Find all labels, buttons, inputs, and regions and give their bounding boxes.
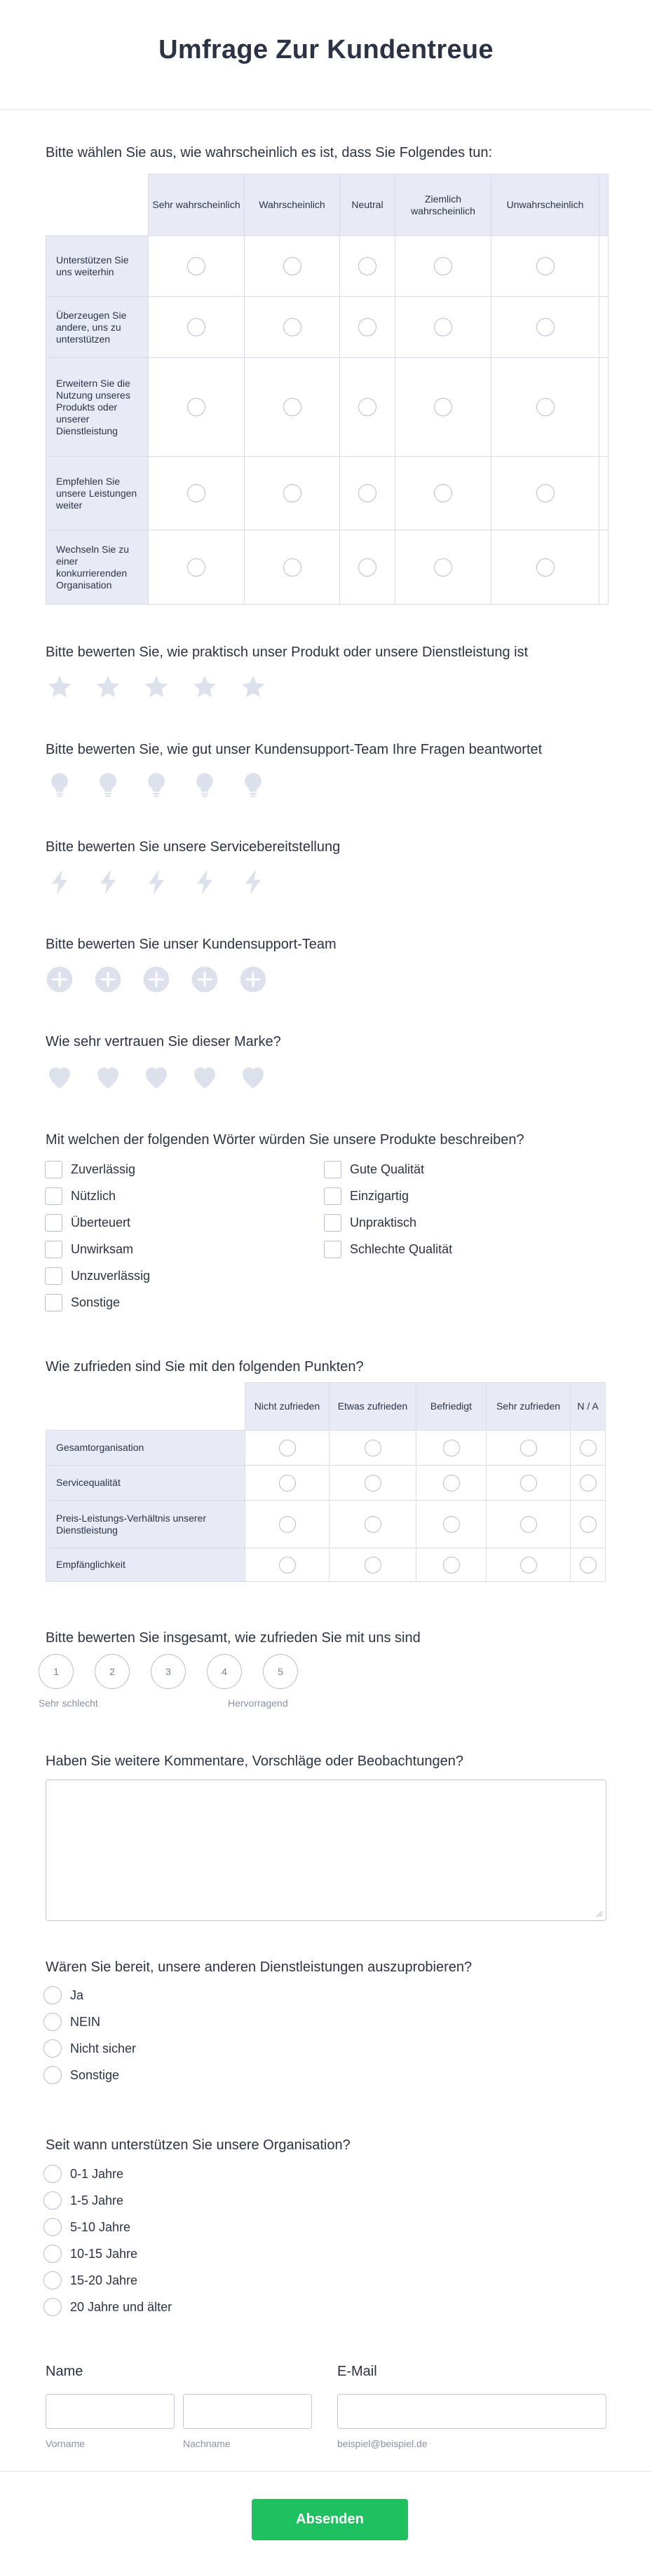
q5-label: Bitte bewerten Sie unser Kundensupport-Team — [46, 937, 337, 952]
matrix-radio[interactable] — [536, 318, 555, 336]
checkbox-option[interactable]: Einzigartig — [324, 1183, 452, 1209]
q10-label: Haben Sie weitere Kommentare, Vorschläge oder Beobachtungen? — [46, 1754, 463, 1769]
matrix-radio[interactable] — [283, 558, 301, 577]
q5-plus-rating — [43, 963, 285, 996]
q8-row-label: Preis-Leistungs-Verhältnis unserer Dienstleistung — [46, 1501, 245, 1548]
lightning-icon[interactable] — [92, 866, 124, 898]
matrix-radio[interactable] — [283, 318, 301, 336]
q1-row — [46, 457, 609, 530]
last-name-sublabel: Nachname — [183, 2438, 231, 2449]
q1-row-label: Wechseln Sie zu einer konkurrierenden Organisation — [46, 530, 149, 605]
checkbox-option[interactable]: Gute Qualität — [324, 1156, 452, 1183]
matrix-radio[interactable] — [443, 1475, 460, 1492]
q3-label: Bitte bewerten Sie, wie gut unser Kundensupport-Team Ihre Fragen beantwortet — [46, 742, 543, 757]
q1-col-header: Unwahrscheinlich — [491, 174, 599, 236]
scale-option[interactable]: 3 — [151, 1654, 186, 1689]
checkbox-option[interactable]: Unwirksam — [45, 1236, 150, 1262]
q6-heart-rating — [43, 1061, 285, 1093]
q7-label: Mit welchen der folgenden Wörter würden Sie unsere Produkte beschreiben? — [46, 1132, 524, 1148]
matrix-radio[interactable] — [434, 398, 452, 416]
q7-checkbox-col-left — [45, 1156, 150, 1316]
q1-col-header: Ziemlich wahrscheinlich — [395, 174, 491, 236]
q6-label: Wie sehr vertrauen Sie dieser Marke? — [46, 1034, 281, 1049]
q8-col-header: Befriedigt — [416, 1383, 487, 1431]
matrix-radio[interactable] — [580, 1516, 597, 1533]
matrix-radio[interactable] — [580, 1440, 597, 1456]
q1-row — [46, 297, 609, 358]
radio-button[interactable] — [43, 1986, 62, 2004]
radio-option[interactable]: 1-5 Jahre — [43, 2187, 172, 2214]
scale-option[interactable]: 4 — [207, 1654, 242, 1689]
matrix-radio[interactable] — [434, 484, 452, 502]
checkbox[interactable] — [45, 1294, 62, 1311]
q8-col-header: Nicht zufrieden — [245, 1383, 330, 1431]
q8-row-label: Gesamtorganisation — [46, 1431, 245, 1466]
radio-option[interactable]: 5-10 Jahre — [43, 2214, 172, 2240]
matrix-radio[interactable] — [283, 398, 301, 416]
lightbulb-icon[interactable] — [189, 769, 221, 801]
matrix-radio[interactable] — [536, 558, 555, 577]
q12-label: Seit wann unterstützen Sie unsere Organisation? — [46, 2137, 351, 2153]
plus-circle-icon[interactable] — [92, 963, 124, 996]
matrix-radio[interactable] — [536, 398, 555, 416]
q8-row-label: Servicequalität — [46, 1466, 245, 1501]
checkbox[interactable] — [45, 1187, 62, 1205]
lightbulb-icon[interactable] — [237, 769, 269, 801]
checkbox[interactable] — [324, 1241, 341, 1258]
matrix-radio[interactable] — [443, 1440, 460, 1456]
q1-col-header: Sehr wahrscheinlich — [149, 174, 245, 236]
q3-bulb-rating — [43, 769, 285, 801]
matrix-radio[interactable] — [358, 398, 376, 416]
heart-icon[interactable] — [189, 1061, 221, 1093]
q1-col-header: Neutral — [340, 174, 395, 236]
matrix-radio[interactable] — [536, 257, 555, 275]
q4-label: Bitte bewerten Sie unsere Servicebereitstellung — [46, 839, 341, 855]
q11-label: Wären Sie bereit, unsere anderen Dienstleistungen auszuprobieren? — [46, 1959, 473, 1975]
checkbox[interactable] — [45, 1161, 62, 1178]
q1-row-label: Empfehlen Sie unsere Leistungen weiter — [46, 457, 149, 530]
matrix-radio[interactable] — [580, 1475, 597, 1492]
resize-grip-icon[interactable] — [595, 1909, 603, 1917]
q8-col-header: N / A — [571, 1383, 606, 1431]
radio-option[interactable]: 10-15 Jahre — [43, 2240, 172, 2267]
lightbulb-icon[interactable] — [92, 769, 124, 801]
matrix-radio[interactable] — [434, 558, 452, 577]
q1-col-header-overflow — [599, 174, 609, 236]
matrix-radio[interactable] — [434, 257, 452, 275]
radio-option[interactable]: 15-20 Jahre — [43, 2267, 172, 2294]
first-name-input[interactable] — [46, 2394, 175, 2429]
checkbox[interactable] — [45, 1214, 62, 1232]
q1-label: Bitte wählen Sie aus, wie wahrscheinlich es ist, dass Sie Folgendes tun: — [46, 145, 493, 160]
star-icon[interactable] — [189, 671, 221, 703]
q12-radio-group — [43, 2161, 172, 2320]
matrix-radio[interactable] — [187, 318, 205, 336]
scale-option[interactable]: 5 — [263, 1654, 298, 1689]
matrix-radio[interactable] — [580, 1557, 597, 1573]
q8-label: Wie zufrieden sind Sie mit den folgenden Punkten? — [46, 1359, 364, 1375]
radio-button[interactable] — [43, 2165, 62, 2183]
matrix-radio[interactable] — [279, 1440, 296, 1456]
heart-icon[interactable] — [92, 1061, 124, 1093]
name-label: Name — [46, 2364, 83, 2379]
plus-circle-icon[interactable] — [237, 963, 269, 996]
heart-icon[interactable] — [140, 1061, 172, 1093]
star-icon[interactable] — [140, 671, 172, 703]
matrix-radio[interactable] — [187, 257, 205, 275]
radio-button[interactable] — [43, 2298, 62, 2316]
radio-button[interactable] — [43, 2013, 62, 2031]
checkbox-option[interactable]: Nützlich — [45, 1183, 150, 1209]
heart-icon[interactable] — [237, 1061, 269, 1093]
first-name-sublabel: Vorname — [46, 2438, 86, 2449]
checkbox-option[interactable]: Schlechte Qualität — [324, 1236, 452, 1262]
matrix-radio[interactable] — [358, 257, 376, 275]
matrix-radio[interactable] — [365, 1557, 381, 1573]
q9-label: Bitte bewerten Sie insgesamt, wie zufrieden Sie mit uns sind — [46, 1630, 421, 1646]
matrix-radio[interactable] — [536, 484, 555, 502]
matrix-radio[interactable] — [520, 1516, 537, 1533]
radio-option[interactable]: 0-1 Jahre — [43, 2161, 172, 2187]
radio-option[interactable]: Ja — [43, 1982, 136, 2009]
matrix-radio[interactable] — [283, 257, 301, 275]
matrix-radio[interactable] — [283, 484, 301, 502]
q8-col-header: Sehr zufrieden — [487, 1383, 571, 1431]
checkbox[interactable] — [324, 1214, 341, 1232]
star-icon[interactable] — [237, 671, 269, 703]
q2-star-rating — [43, 671, 285, 703]
star-icon[interactable] — [43, 671, 76, 703]
q1-row-label: Unterstützen Sie uns weiterhin — [46, 236, 149, 297]
q1-col-header: Wahrscheinlich — [245, 174, 340, 236]
q1-row-label: Erweitern Sie die Nutzung unseres Produkts oder unserer Dienstleistung — [46, 358, 149, 457]
radio-button[interactable] — [43, 2191, 62, 2210]
matrix-radio[interactable] — [279, 1516, 296, 1533]
matrix-radio[interactable] — [520, 1557, 537, 1573]
star-icon[interactable] — [92, 671, 124, 703]
page-title: Umfrage Zur Kundentreue — [158, 35, 494, 64]
matrix-radio[interactable] — [358, 558, 376, 577]
q1-row — [46, 358, 609, 457]
matrix-radio[interactable] — [187, 398, 205, 416]
email-label: E-Mail — [337, 2364, 377, 2379]
checkbox-option[interactable]: Zuverlässig — [45, 1156, 150, 1183]
q2-label: Bitte bewerten Sie, wie praktisch unser Produkt oder unsere Dienstleistung ist — [46, 645, 529, 660]
matrix-radio[interactable] — [358, 318, 376, 336]
lightning-icon[interactable] — [140, 866, 172, 898]
matrix-radio[interactable] — [365, 1440, 381, 1456]
q8-row — [46, 1548, 606, 1582]
scale-option[interactable]: 2 — [95, 1654, 130, 1689]
q9-scale-rating — [39, 1654, 319, 1689]
q1-matrix — [46, 174, 609, 605]
form-header — [0, 0, 652, 110]
footer-divider — [0, 2471, 652, 2472]
heart-icon[interactable] — [43, 1061, 76, 1093]
lightning-icon[interactable] — [189, 866, 221, 898]
radio-option[interactable]: NEIN — [43, 2009, 136, 2035]
matrix-radio[interactable] — [279, 1475, 296, 1492]
q11-radio-group — [43, 1982, 136, 2088]
matrix-radio[interactable] — [279, 1557, 296, 1573]
matrix-radio[interactable] — [365, 1516, 381, 1533]
checkbox[interactable] — [324, 1187, 341, 1205]
checkbox[interactable] — [45, 1267, 62, 1285]
checkbox-option[interactable]: Unpraktisch — [324, 1209, 452, 1236]
radio-option[interactable]: Nicht sicher — [43, 2035, 136, 2062]
plus-circle-icon[interactable] — [43, 963, 76, 996]
lightbulb-icon[interactable] — [43, 769, 76, 801]
scale-option[interactable]: 1 — [39, 1654, 74, 1689]
matrix-radio[interactable] — [520, 1440, 537, 1456]
plus-circle-icon[interactable] — [140, 963, 172, 996]
email-sublabel: beispiel@beispiel.de — [337, 2438, 428, 2449]
last-name-input[interactable] — [183, 2394, 312, 2429]
lightbulb-icon[interactable] — [140, 769, 172, 801]
checkbox[interactable] — [324, 1161, 341, 1178]
q1-row — [46, 530, 609, 605]
radio-button[interactable] — [43, 2039, 62, 2058]
q8-row — [46, 1501, 606, 1548]
email-field[interactable] — [337, 2394, 606, 2429]
checkbox[interactable] — [45, 1241, 62, 1258]
plus-circle-icon[interactable] — [189, 963, 221, 996]
comments-textarea[interactable] — [46, 1779, 606, 1921]
q1-row — [46, 236, 609, 297]
scale-low-label: Sehr schlecht — [39, 1697, 98, 1709]
checkbox-option[interactable]: Unzuverlässig — [45, 1262, 150, 1289]
q1-section — [46, 144, 606, 161]
radio-button[interactable] — [43, 2271, 62, 2289]
q8-matrix — [46, 1382, 606, 1582]
q7-checkbox-col-right — [324, 1156, 452, 1262]
radio-button[interactable] — [43, 2245, 62, 2263]
q8-row-label: Empfänglichkeit — [46, 1548, 245, 1582]
matrix-radio[interactable] — [187, 484, 205, 502]
q1-row-label: Überzeugen Sie andere, uns zu unterstützen — [46, 297, 149, 358]
radio-button[interactable] — [43, 2066, 62, 2084]
matrix-radio[interactable] — [443, 1516, 460, 1533]
q4-lightning-rating — [43, 866, 285, 898]
q8-col-header: Etwas zufrieden — [330, 1383, 416, 1431]
lightning-icon[interactable] — [237, 866, 269, 898]
matrix-radio[interactable] — [443, 1557, 460, 1573]
q8-row — [46, 1466, 606, 1501]
matrix-radio[interactable] — [520, 1475, 537, 1492]
checkbox-option[interactable]: Sonstige — [45, 1289, 150, 1316]
radio-option[interactable]: 20 Jahre und älter — [43, 2294, 172, 2320]
matrix-radio[interactable] — [434, 318, 452, 336]
radio-button[interactable] — [43, 2218, 62, 2236]
scale-high-label: Hervorragend — [228, 1697, 288, 1709]
submit-button[interactable]: Absenden — [252, 2499, 408, 2540]
matrix-radio[interactable] — [365, 1475, 381, 1492]
lightning-icon[interactable] — [43, 866, 76, 898]
checkbox-option[interactable]: Überteuert — [45, 1209, 150, 1236]
q8-row — [46, 1431, 606, 1466]
matrix-radio[interactable] — [358, 484, 376, 502]
matrix-radio[interactable] — [187, 558, 205, 577]
radio-option[interactable]: Sonstige — [43, 2062, 136, 2088]
